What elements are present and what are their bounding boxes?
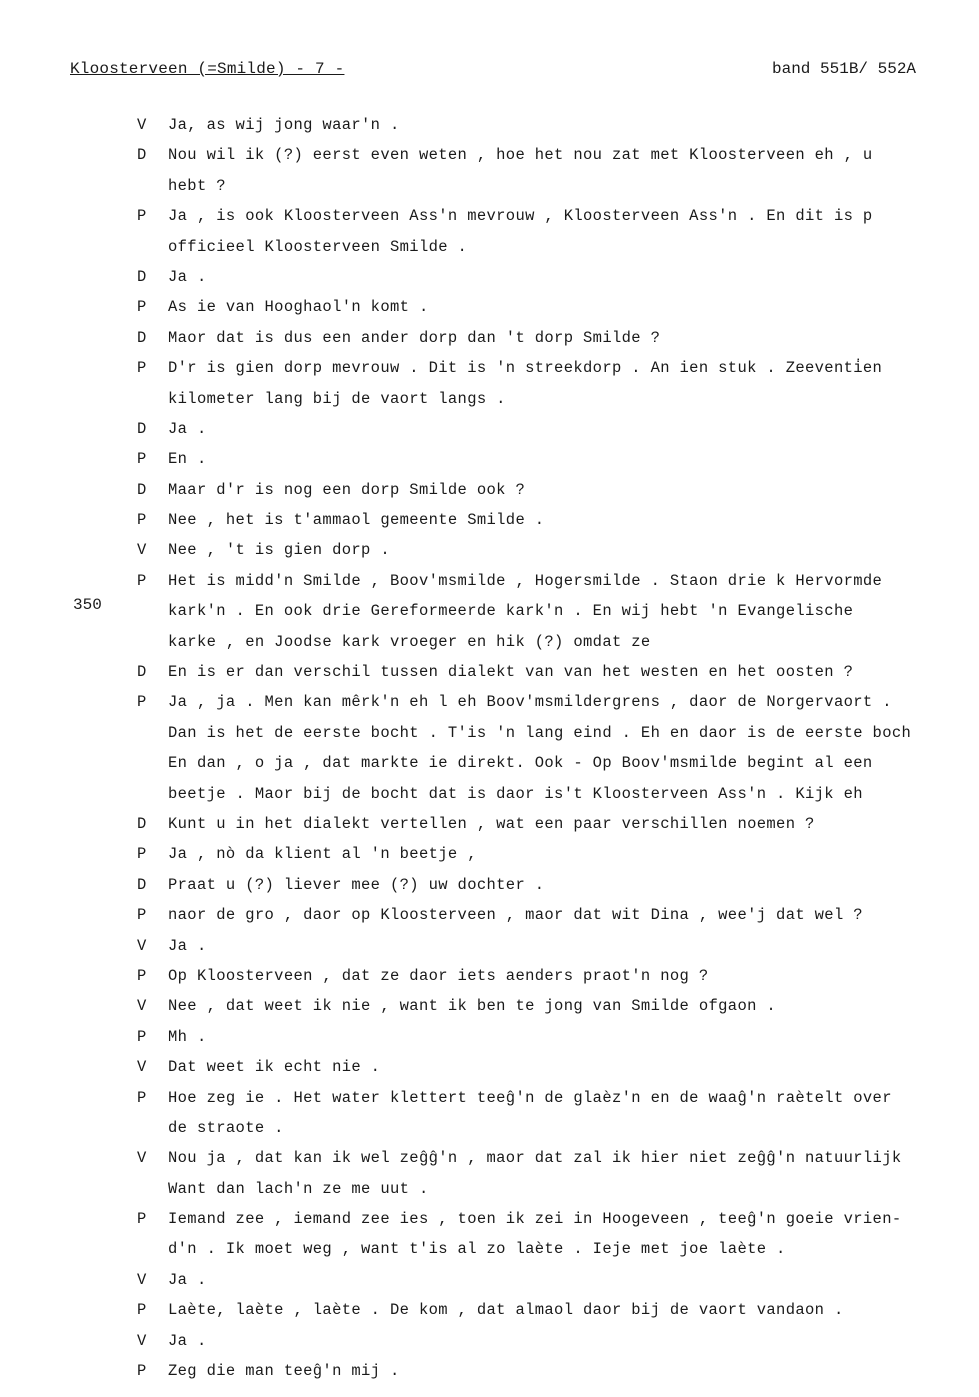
utterance-text: naor de gro , daor op Kloosterveen , maor dat wit Dina , wee'j dat wel ? [168, 906, 863, 925]
utterance-text: officieel Kloosterveen Smilde . [168, 237, 468, 256]
speaker-label: P [137, 845, 147, 864]
utterance-text: Dan is het de eerste bocht . T'is 'n lang eind . Eh en daor is de eerste boch [168, 723, 912, 742]
transcript-line [0, 110, 979, 140]
transcript-line [0, 1174, 979, 1204]
utterance-text: Het is midd'n Smilde , Boov'msmilde , Hogersmilde . Staon drie k Hervormde [168, 571, 883, 590]
utterance-text: En dan , o ja , dat markte ie direkt. Ook - Op Boov'msmilde begint al een [168, 754, 873, 773]
transcript-body [0, 110, 979, 1386]
speaker-label: P [137, 359, 147, 378]
utterance-text: Ja, as wij jong waar'n . [168, 116, 400, 134]
transcript-line [0, 809, 979, 839]
speaker-label: P [137, 450, 147, 469]
transcript-line [0, 384, 979, 414]
transcript-line [0, 1083, 979, 1113]
utterance-text: Nee , 't is gien dorp . [168, 541, 390, 560]
speaker-label: P [137, 511, 147, 530]
speaker-label: V [137, 1331, 147, 1350]
transcript-line [0, 657, 979, 687]
transcript-line [0, 991, 979, 1021]
transcript-line [0, 262, 979, 292]
transcript-line [0, 353, 979, 383]
transcript-line [0, 1022, 979, 1052]
utterance-text: Maar d'r is nog een dorp Smilde ook ? [168, 480, 526, 499]
utterance-text: Ja , ja . Men kan mêrk'n eh l eh Boov'msmildergrens , daor de Norgervaort . [168, 693, 892, 712]
speaker-label: P [137, 207, 147, 226]
utterance-text: Nou ja , dat kan ik wel zeĝĝ'n , maor dat zal ik hier niet zeĝĝ'n natuurlijk [168, 1149, 902, 1168]
speaker-label: D [137, 146, 147, 165]
utterance-text: Nee , het is t'ammaol gemeente Smilde . [168, 511, 545, 530]
transcript-line [0, 1326, 979, 1356]
speaker-label: D [137, 328, 147, 347]
transcript-line [0, 323, 979, 353]
transcript-line [0, 171, 979, 201]
speaker-label: D [137, 814, 147, 833]
transcript-line [0, 961, 979, 991]
speaker-label: V [137, 936, 147, 955]
speaker-label: V [137, 1058, 147, 1077]
utterance-text: Ja , is ook Kloosterveen Ass'n mevrouw , Kloosterveen Ass'n . En dit is p [168, 207, 873, 226]
transcript-line [0, 201, 979, 231]
speaker-label: P [137, 1088, 147, 1107]
utterance-text: Praat u (?) liever mee (?) uw dochter . [168, 875, 545, 894]
transcript-line [0, 1204, 979, 1234]
transcript-line [0, 414, 979, 444]
transcript-line [0, 718, 979, 748]
speaker-label: D [137, 267, 147, 286]
utterance-text: Nou wil ik (?) eerst even weten , hoe het nou zat met Kloosterveen eh , u [168, 146, 873, 165]
speaker-label: P [137, 1301, 147, 1320]
utterance-text: Want dan lach'n ze me uut . [168, 1179, 429, 1198]
utterance-text: As ie van Hooghaol'n komt . [168, 298, 429, 317]
utterance-text: En . [168, 450, 207, 469]
utterance-text: Laète, laète , laète . De kom , dat almaol daor bij de vaort vandaon . [168, 1301, 844, 1320]
utterance-text: D'r is gien dorp mevrouw . Dit is 'n streekdorp . An ien stuk . Zeeventi̇̇en [168, 359, 883, 378]
transcript-line [0, 444, 979, 474]
utterance-text: Ja . [168, 1270, 207, 1289]
transcript-line [0, 292, 979, 322]
speaker-label: P [137, 966, 147, 985]
utterance-text: Ja . [168, 267, 207, 286]
transcript-line [0, 931, 979, 961]
transcript-line [0, 596, 979, 626]
utterance-text: Zeg die man teeĝ'n mij . [168, 1362, 400, 1381]
band-reference: band 551B/ 552A [772, 60, 917, 78]
transcript-line [0, 1265, 979, 1295]
utterance-text: Ja . [168, 1331, 207, 1350]
utterance-text: Ja . [168, 419, 207, 438]
speaker-label: D [137, 480, 147, 499]
transcript-line [0, 748, 979, 778]
speaker-label: P [137, 571, 147, 590]
speaker-label: D [137, 875, 147, 894]
transcript-line [0, 1052, 979, 1082]
utterance-text: En is er dan verschil tussen dialekt van van het westen en het oosten ? [168, 663, 854, 682]
utterance-text: Ja . [168, 936, 207, 955]
transcript-line [0, 232, 979, 262]
speaker-label: V [137, 116, 147, 134]
transcript-line [0, 870, 979, 900]
utterance-text: Op Kloosterveen , dat ze daor iets aenders praot'n nog ? [168, 966, 709, 985]
speaker-label: V [137, 1270, 147, 1289]
utterance-text: hebt ? [168, 176, 226, 195]
utterance-text: de straote . [168, 1118, 284, 1137]
utterance-text: kark'n . En ook drie Gereformeerde kark'n . En wij hebt 'n Evangelische [168, 602, 854, 621]
utterance-text: karke , en Joodse kark vroeger en hik (?) omdat ze [168, 632, 651, 651]
utterance-text: Kunt u in het dialekt vertellen , wat een paar verschillen noemen ? [168, 814, 815, 833]
speaker-label: V [137, 541, 147, 560]
page-title: Kloosterveen (=Smilde) - 7 - [70, 60, 345, 78]
utterance-text: beetje . Maor bij de bocht dat is daor is't Kloosterveen Ass'n . Kijk eh [168, 784, 863, 803]
speaker-label: V [137, 997, 147, 1016]
speaker-label: D [137, 419, 147, 438]
transcript-line [0, 1113, 979, 1143]
transcript-line [0, 1356, 979, 1386]
transcript-line [0, 1143, 979, 1173]
utterance-text: Maor dat is dus een ander dorp dan 't dorp Smilde ? [168, 328, 661, 347]
transcript-line [0, 627, 979, 657]
utterance-text: d'n . Ik moet weg , want t'is al zo laète . Ieje met joe laète . [168, 1240, 786, 1259]
speaker-label: P [137, 1362, 147, 1381]
utterance-text: Ja , nò da klient al 'n beetje , [168, 845, 477, 864]
speaker-label: D [137, 663, 147, 682]
utterance-text: Hoe zeg ie . Het water klettert teeĝ'n de glaèz'n en de waaĝ'n raètelt over [168, 1088, 892, 1107]
transcript-line [0, 535, 979, 565]
utterance-text: Nee , dat weet ik nie , want ik ben te jong van Smilde ofgaon . [168, 997, 777, 1016]
transcript-line [0, 1295, 979, 1325]
speaker-label: V [137, 1149, 147, 1168]
transcript-line [0, 475, 979, 505]
transcript-line [0, 505, 979, 535]
speaker-label: P [137, 1027, 147, 1046]
speaker-label: P [137, 1210, 147, 1229]
transcript-line [0, 900, 979, 930]
speaker-label: P [137, 906, 147, 925]
speaker-label: P [137, 298, 147, 317]
transcript-line [0, 1234, 979, 1264]
utterance-text: Dat weet ik echt nie . [168, 1058, 381, 1077]
utterance-text: Mh . [168, 1027, 207, 1046]
speaker-label: P [137, 693, 147, 712]
utterance-text: kilometer lang bij de vaort langs . [168, 389, 506, 408]
transcript-line [0, 140, 979, 170]
margin-line-number: 350 [73, 596, 102, 614]
transcript-line [0, 839, 979, 869]
transcript-line [0, 779, 979, 809]
utterance-text: Iemand zee , iemand zee ies , toen ik zei in Hoogeveen , teeĝ'n goeie vrien- [168, 1210, 902, 1229]
transcript-line [0, 687, 979, 717]
transcript-line [0, 566, 979, 596]
